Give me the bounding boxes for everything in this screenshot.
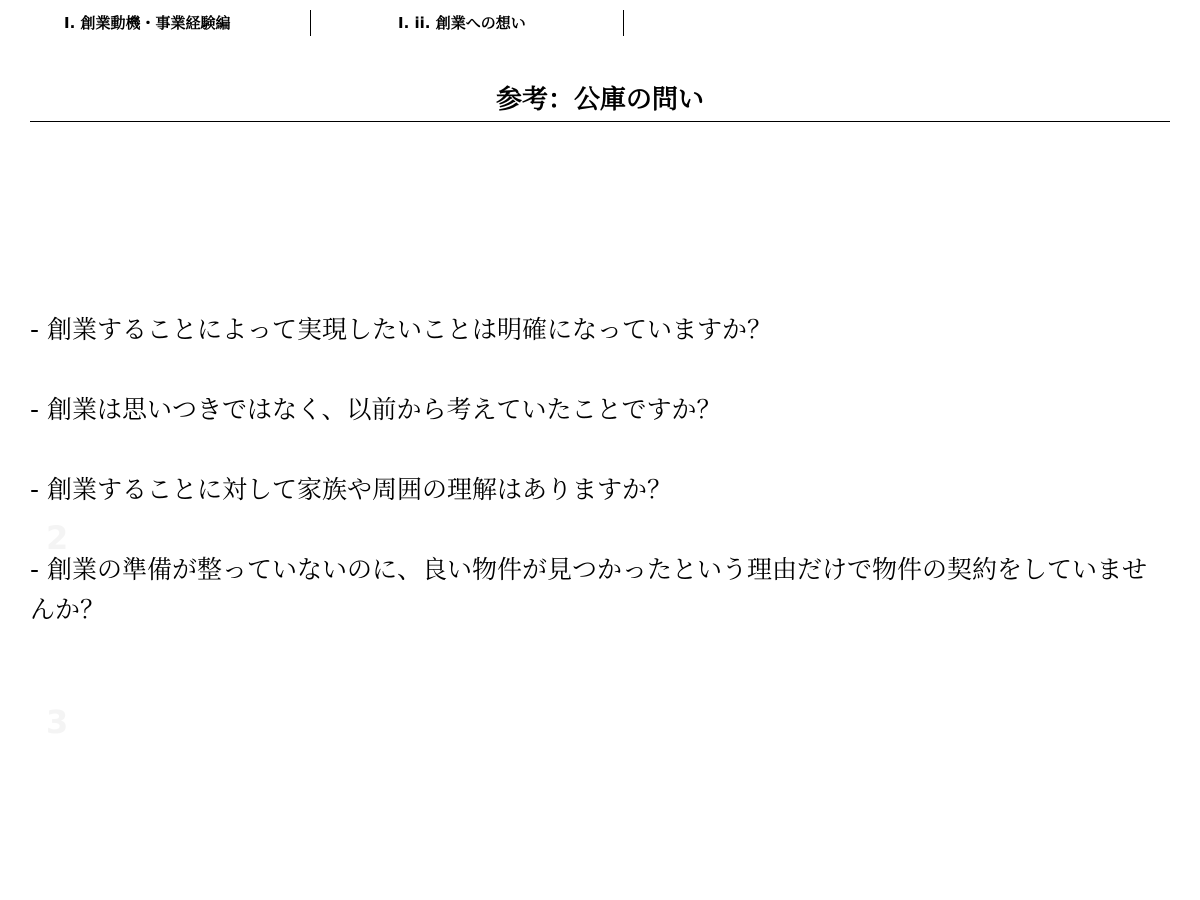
breadcrumb-divider [623, 10, 624, 36]
breadcrumb-subsection: Ⅰ. ii. 創業への想い [398, 14, 526, 32]
page-title: 参考：公庫の問い [495, 85, 704, 115]
background-number: 2 [46, 519, 69, 557]
title-underline [30, 121, 1170, 122]
breadcrumb-section: Ⅰ. 創業動機・事業経験編 [64, 14, 231, 32]
breadcrumb [0, 10, 1200, 36]
question-item: - 創業することに対して家族や周囲の理解はありますか？ [30, 475, 672, 504]
question-list [30, 310, 1170, 670]
question-item: - 創業の準備が整っていないのに、良い物件が見つかったという理由だけで物件の契約をしていませんか？ [30, 555, 1147, 624]
breadcrumb-divider [310, 10, 311, 36]
question-item: - 創業は思いつきではなく、以前から考えていたことですか？ [30, 395, 722, 424]
background-number: 3 [46, 703, 69, 741]
question-item: - 創業することによって実現したいことは明確になっていますか？ [30, 315, 772, 344]
